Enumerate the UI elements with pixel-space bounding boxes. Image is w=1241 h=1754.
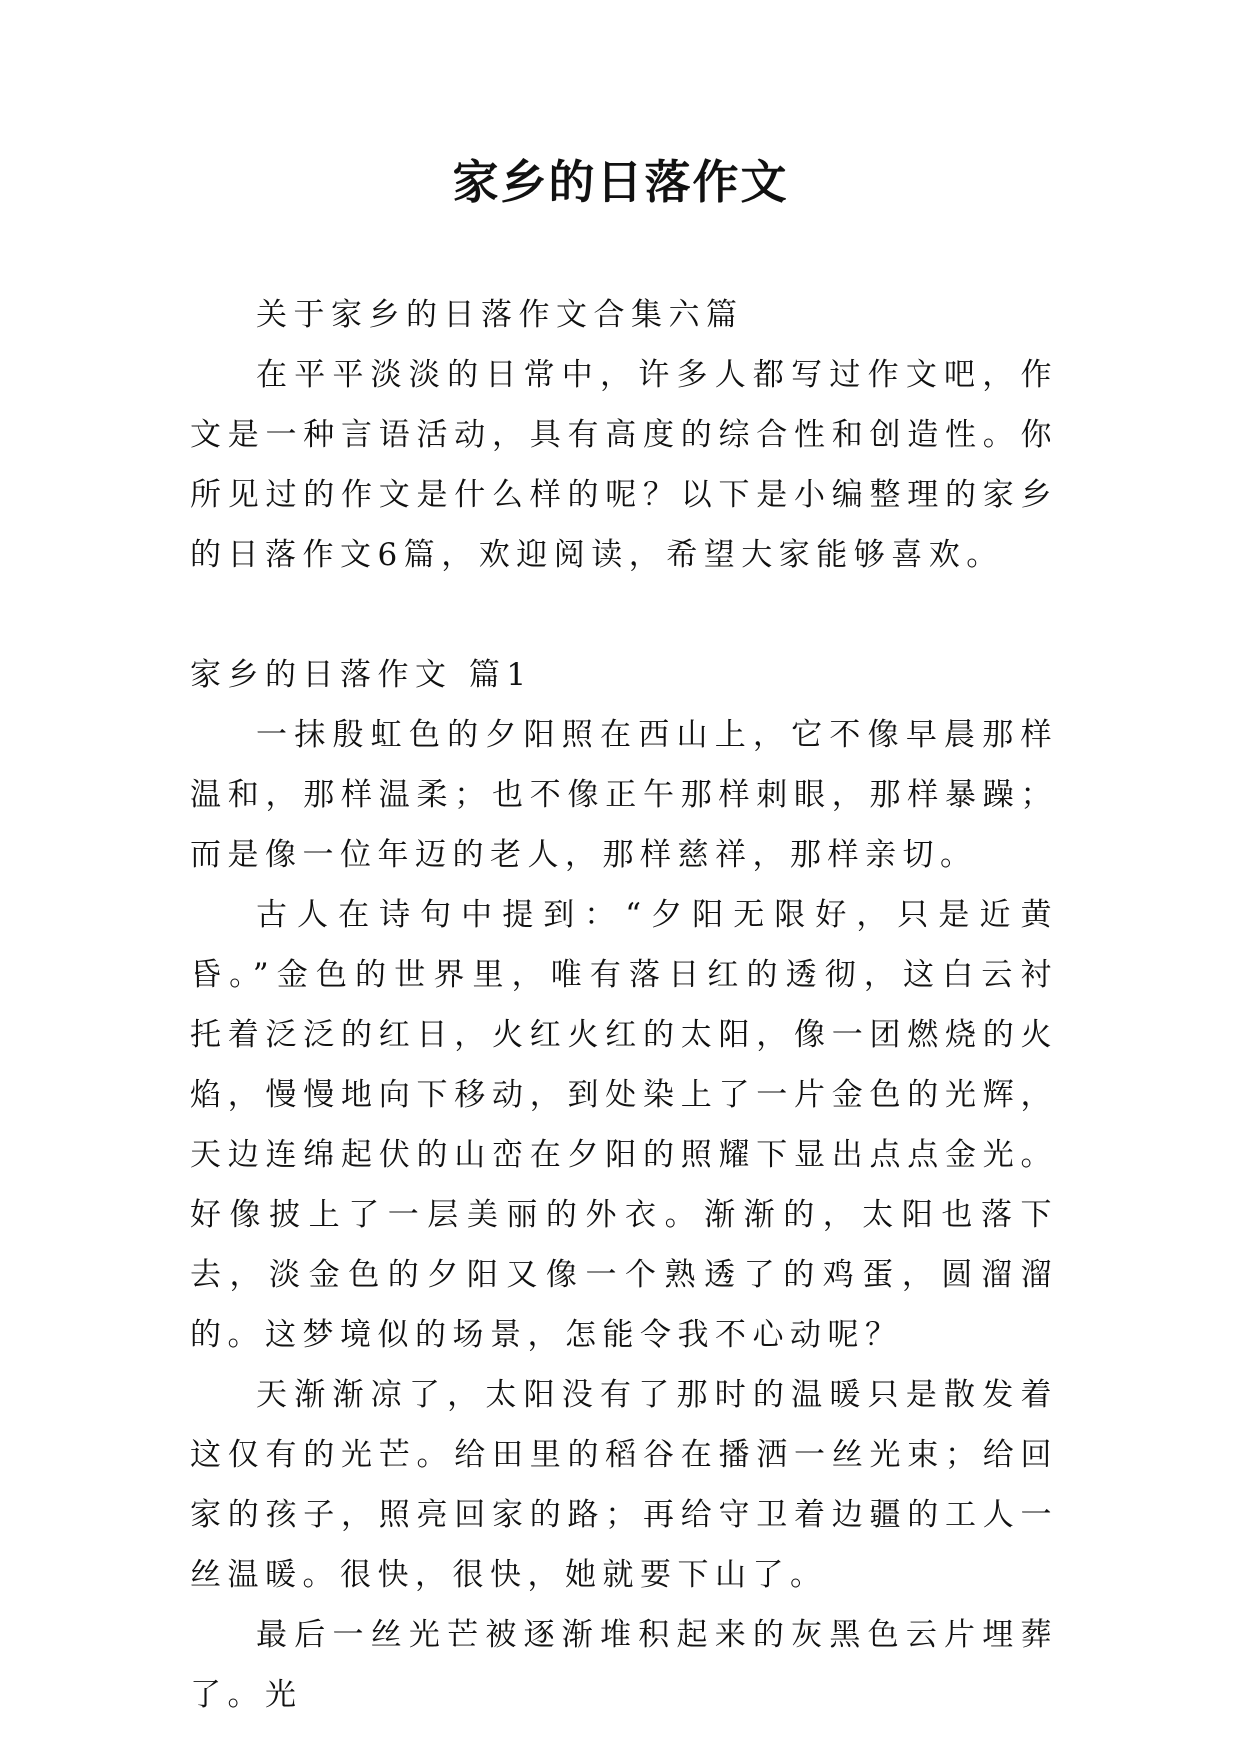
section-1-paragraph-4: 最后一丝光芒被逐渐堆积起来的灰黑色云片埋葬了。光 xyxy=(190,1617,1058,1713)
intro-subtitle: 关于家乡的日落作文合集六篇 xyxy=(256,297,744,333)
section-1-heading: 家乡的日落作文 篇1 xyxy=(190,657,533,693)
section-spacer xyxy=(190,585,1058,645)
section-1-paragraph-3: 天渐渐凉了，太阳没有了那时的温暖只是散发着这仅有的光芒。给田里的稻谷在播洒一丝光束；给回家的孩子，照亮回家的路；再给守卫着边疆的工人一丝温暖。很快，很快，她就要下山了。 xyxy=(190,1377,1058,1593)
document-title: 家乡的日落作文 xyxy=(452,155,789,209)
section-1-paragraph-2: 古人在诗句中提到：“夕阳无限好，只是近黄昏。”金色的世界里，唯有落日红的透彻，这白云衬托着泛泛的红日，火红火红的太阳，像一团燃烧的火焰，慢慢地向下移动，到处染上了一片金色的光辉，天边连绵起伏的山峦在夕阳的照耀下显出点点金光。好像披上了一层美丽的外衣。渐渐的，太阳也落下去，淡金色的夕阳又像一个熟透了的鸡蛋，圆溜溜的。这梦境似的场景，怎能令我不心动呢？ xyxy=(190,897,1058,1353)
section-1-paragraph-1: 一抹殷虹色的夕阳照在西山上，它不像早晨那样温和，那样温柔；也不像正午那样刺眼，那样暴躁；而是像一位年迈的老人，那样慈祥，那样亲切。 xyxy=(190,717,1058,873)
intro-paragraph: 在平平淡淡的日常中，许多人都写过作文吧，作文是一种言语活动，具有高度的综合性和创造性。你所见过的作文是什么样的呢？以下是小编整理的家乡的日落作文6篇，欢迎阅读，希望大家能够喜欢。 xyxy=(190,357,1058,573)
document-body xyxy=(190,285,1058,1725)
